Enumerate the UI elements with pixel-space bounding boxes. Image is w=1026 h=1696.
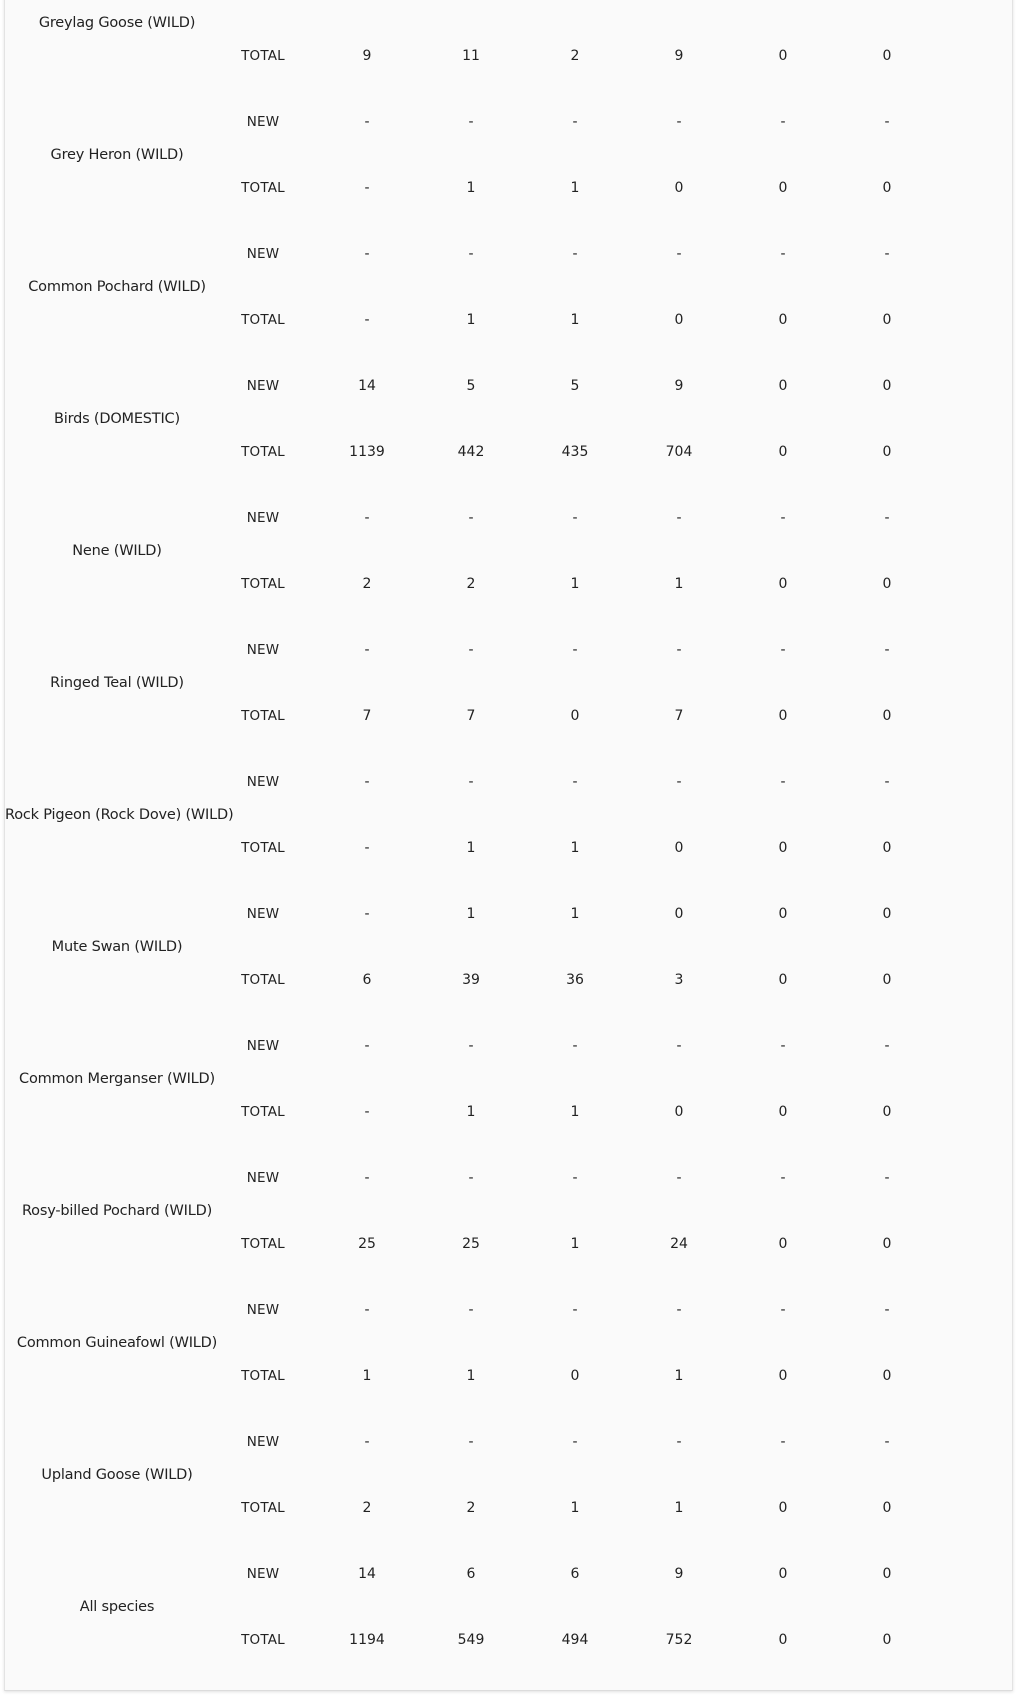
new-label: NEW xyxy=(246,774,280,790)
table-cell: 0 xyxy=(778,48,788,64)
table-cell: 5 xyxy=(570,378,580,394)
species-table-panel xyxy=(4,0,1013,1691)
table-cell: 0 xyxy=(882,1566,892,1582)
table-cell: - xyxy=(572,1434,578,1450)
table-cell: 0 xyxy=(882,312,892,328)
table-cell: 0 xyxy=(882,444,892,460)
table-cell: - xyxy=(676,114,682,130)
table-cell xyxy=(743,0,823,2)
table-cell: 1 xyxy=(466,840,476,856)
new-label xyxy=(223,0,303,2)
species-name: Birds (DOMESTIC) xyxy=(54,411,180,427)
table-cell: 2 xyxy=(466,1500,476,1516)
table-cell: - xyxy=(468,774,474,790)
species-name: Common Pochard (WILD) xyxy=(28,279,206,295)
species-name: Ringed Teal (WILD) xyxy=(50,675,184,691)
table-cell: - xyxy=(780,114,786,130)
total-cases-row xyxy=(5,572,1012,596)
table-cell: 752 xyxy=(665,1632,693,1648)
table-cell: - xyxy=(780,774,786,790)
table-cell: 14 xyxy=(358,1566,376,1582)
total-label: TOTAL xyxy=(241,1632,285,1648)
total-cases-row xyxy=(5,1364,1012,1388)
table-cell: 1 xyxy=(466,1368,476,1384)
table-cell: - xyxy=(676,774,682,790)
table-cell: 9 xyxy=(674,48,684,64)
total-label: TOTAL xyxy=(241,444,285,460)
table-cell: - xyxy=(780,1170,786,1186)
table-cell: 1194 xyxy=(349,1632,385,1648)
table-cell: 1 xyxy=(674,1500,684,1516)
species-row xyxy=(5,366,1012,498)
new-label: NEW xyxy=(246,1302,280,1318)
total-cases-row xyxy=(5,836,1012,860)
table-cell: 36 xyxy=(566,972,584,988)
table-cell: 39 xyxy=(462,972,480,988)
table-cell: 442 xyxy=(457,444,485,460)
table-cell: 0 xyxy=(674,840,684,856)
table-cell: 0 xyxy=(778,1368,788,1384)
total-label: TOTAL xyxy=(241,180,285,196)
table-cell: 0 xyxy=(674,1104,684,1120)
table-cell: 1 xyxy=(570,576,580,592)
table-cell: 0 xyxy=(778,1236,788,1252)
table-cell: 0 xyxy=(882,840,892,856)
table-cell: 435 xyxy=(561,444,589,460)
table-cell: 9 xyxy=(674,1566,684,1582)
table-cell xyxy=(639,0,719,2)
table-cell: - xyxy=(364,642,370,658)
table-cell: 2 xyxy=(466,576,476,592)
table-cell: - xyxy=(884,510,890,526)
table-cell: 0 xyxy=(778,708,788,724)
table-cell: 0 xyxy=(778,180,788,196)
table-cell: 0 xyxy=(778,1632,788,1648)
table-cell: 7 xyxy=(674,708,684,724)
table-cell xyxy=(327,0,407,2)
table-cell: 1 xyxy=(466,1104,476,1120)
table-cell: - xyxy=(780,1302,786,1318)
species-row xyxy=(5,102,1012,234)
total-label: TOTAL xyxy=(241,708,285,724)
total-cases-row xyxy=(5,1232,1012,1256)
table-cell: - xyxy=(676,1434,682,1450)
table-cell: 704 xyxy=(665,444,693,460)
table-cell: - xyxy=(364,1434,370,1450)
table-cell: - xyxy=(676,1038,682,1054)
species-table-body xyxy=(5,0,1012,1686)
table-cell: - xyxy=(884,1170,890,1186)
table-cell: 0 xyxy=(778,840,788,856)
table-cell: 14 xyxy=(358,378,376,394)
species-name: Greylag Goose (WILD) xyxy=(38,15,196,31)
table-cell: - xyxy=(572,1038,578,1054)
table-cell: 0 xyxy=(882,378,892,394)
table-cell: 9 xyxy=(674,378,684,394)
table-cell: - xyxy=(884,774,890,790)
table-cell: 7 xyxy=(362,708,372,724)
table-cell: 6 xyxy=(466,1566,476,1582)
total-cases-row xyxy=(5,704,1012,728)
new-cases-row xyxy=(5,0,1012,2)
table-cell: 0 xyxy=(778,576,788,592)
total-cases-row xyxy=(5,440,1012,464)
table-cell: 0 xyxy=(674,180,684,196)
table-cell: 0 xyxy=(778,444,788,460)
table-cell: - xyxy=(364,906,370,922)
table-cell: - xyxy=(572,114,578,130)
table-cell: - xyxy=(468,510,474,526)
table-cell: 6 xyxy=(362,972,372,988)
table-cell: - xyxy=(572,774,578,790)
table-cell: 0 xyxy=(570,1368,580,1384)
new-label: NEW xyxy=(246,510,280,526)
table-cell: - xyxy=(780,642,786,658)
table-cell: - xyxy=(364,114,370,130)
new-label: NEW xyxy=(246,1038,280,1054)
table-cell xyxy=(535,0,615,2)
species-name: All species xyxy=(79,1599,155,1615)
table-cell: 549 xyxy=(457,1632,485,1648)
table-cell: 0 xyxy=(882,1368,892,1384)
table-cell: 0 xyxy=(882,180,892,196)
table-cell: - xyxy=(364,1104,370,1120)
new-cases-row xyxy=(5,1034,1012,1058)
new-label: NEW xyxy=(246,1434,280,1450)
table-cell: - xyxy=(572,246,578,262)
table-cell: 1 xyxy=(570,180,580,196)
table-cell: 1 xyxy=(570,1236,580,1252)
table-cell: - xyxy=(676,1170,682,1186)
table-cell: - xyxy=(884,114,890,130)
table-cell: - xyxy=(364,774,370,790)
new-cases-row xyxy=(5,374,1012,398)
total-label: TOTAL xyxy=(241,1236,285,1252)
table-cell: 1 xyxy=(466,180,476,196)
table-cell: - xyxy=(468,114,474,130)
species-name: Mute Swan (WILD) xyxy=(51,939,183,955)
new-cases-row xyxy=(5,242,1012,266)
table-cell: 9 xyxy=(362,48,372,64)
table-cell: 0 xyxy=(674,312,684,328)
table-cell: - xyxy=(676,510,682,526)
table-cell: 1 xyxy=(674,576,684,592)
table-cell: 7 xyxy=(466,708,476,724)
table-cell: - xyxy=(364,246,370,262)
table-cell: 1 xyxy=(570,906,580,922)
table-cell: 1 xyxy=(466,906,476,922)
new-cases-row xyxy=(5,770,1012,794)
table-cell: - xyxy=(884,1302,890,1318)
table-cell: 2 xyxy=(362,1500,372,1516)
table-cell: - xyxy=(884,246,890,262)
table-cell: - xyxy=(884,642,890,658)
table-cell: - xyxy=(780,246,786,262)
table-cell: - xyxy=(364,510,370,526)
new-label: NEW xyxy=(246,114,280,130)
new-cases-row xyxy=(5,110,1012,134)
table-cell: - xyxy=(468,1038,474,1054)
table-cell: 0 xyxy=(882,576,892,592)
table-cell: - xyxy=(364,1170,370,1186)
species-row xyxy=(5,1290,1012,1422)
table-cell: 1 xyxy=(570,1500,580,1516)
species-row xyxy=(5,0,1012,102)
species-name: Rock Pigeon (Rock Dove) (WILD) xyxy=(5,807,234,823)
table-cell: 1139 xyxy=(349,444,385,460)
table-cell: 1 xyxy=(674,1368,684,1384)
species-name: Common Guineafowl (WILD) xyxy=(16,1335,218,1351)
table-cell: 494 xyxy=(561,1632,589,1648)
table-cell: 0 xyxy=(882,1236,892,1252)
total-label: TOTAL xyxy=(241,1104,285,1120)
table-cell: - xyxy=(364,312,370,328)
table-cell: 24 xyxy=(670,1236,688,1252)
total-label: TOTAL xyxy=(241,312,285,328)
table-cell: - xyxy=(572,642,578,658)
table-cell: 0 xyxy=(882,906,892,922)
total-cases-row xyxy=(5,176,1012,200)
table-cell: 1 xyxy=(570,1104,580,1120)
species-name: Upland Goose (WILD) xyxy=(41,1467,193,1483)
table-cell: - xyxy=(572,1302,578,1318)
table-cell xyxy=(431,0,511,2)
total-label: TOTAL xyxy=(241,48,285,64)
table-cell: - xyxy=(572,510,578,526)
total-cases-row xyxy=(5,1496,1012,1520)
table-cell: 0 xyxy=(778,312,788,328)
table-cell: 0 xyxy=(778,1104,788,1120)
table-cell: - xyxy=(468,1302,474,1318)
table-cell: - xyxy=(884,1038,890,1054)
species-row xyxy=(5,1554,1012,1686)
table-cell: 2 xyxy=(570,48,580,64)
table-cell: 0 xyxy=(778,906,788,922)
table-cell: 0 xyxy=(778,378,788,394)
table-cell: - xyxy=(364,840,370,856)
total-label: TOTAL xyxy=(241,840,285,856)
new-label: NEW xyxy=(246,246,280,262)
table-cell: - xyxy=(884,1434,890,1450)
total-cases-row xyxy=(5,1100,1012,1124)
new-cases-row xyxy=(5,1166,1012,1190)
total-label: TOTAL xyxy=(241,972,285,988)
table-cell xyxy=(847,0,927,2)
table-cell: 1 xyxy=(362,1368,372,1384)
new-label: NEW xyxy=(246,642,280,658)
total-label: TOTAL xyxy=(241,1500,285,1516)
table-cell: - xyxy=(468,1434,474,1450)
species-name: Common Merganser (WILD) xyxy=(19,1071,215,1087)
table-cell: - xyxy=(468,246,474,262)
species-row xyxy=(5,1026,1012,1158)
species-name: Rosy-billed Pochard (WILD) xyxy=(21,1203,213,1219)
species-name: Nene (WILD) xyxy=(72,543,162,559)
table-cell: - xyxy=(364,180,370,196)
total-cases-row xyxy=(5,44,1012,68)
total-label: TOTAL xyxy=(241,1368,285,1384)
table-cell: 2 xyxy=(362,576,372,592)
new-label: NEW xyxy=(246,378,280,394)
new-label: NEW xyxy=(246,1566,280,1582)
table-cell: 0 xyxy=(570,708,580,724)
new-cases-row xyxy=(5,1562,1012,1586)
species-row xyxy=(5,630,1012,762)
table-cell: - xyxy=(780,510,786,526)
total-cases-row xyxy=(5,968,1012,992)
species-row xyxy=(5,894,1012,1026)
table-cell: 3 xyxy=(674,972,684,988)
table-cell: 0 xyxy=(778,1500,788,1516)
total-cases-row xyxy=(5,1628,1012,1652)
table-cell: 0 xyxy=(882,48,892,64)
table-cell: 1 xyxy=(570,840,580,856)
table-cell: 11 xyxy=(462,48,480,64)
table-cell: 25 xyxy=(462,1236,480,1252)
table-cell: 0 xyxy=(882,1104,892,1120)
table-cell: 0 xyxy=(778,972,788,988)
total-label: TOTAL xyxy=(241,576,285,592)
new-cases-row xyxy=(5,638,1012,662)
table-cell: - xyxy=(676,642,682,658)
new-cases-row xyxy=(5,506,1012,530)
table-cell: 0 xyxy=(778,1566,788,1582)
table-cell: 0 xyxy=(882,1500,892,1516)
species-row xyxy=(5,762,1012,894)
new-label: NEW xyxy=(246,1170,280,1186)
table-cell: - xyxy=(364,1038,370,1054)
table-cell: 1 xyxy=(466,312,476,328)
new-label: NEW xyxy=(246,906,280,922)
table-cell: - xyxy=(364,1302,370,1318)
table-cell: - xyxy=(468,642,474,658)
table-cell: - xyxy=(468,1170,474,1186)
table-cell: - xyxy=(780,1434,786,1450)
new-cases-row xyxy=(5,1430,1012,1454)
table-cell: - xyxy=(780,1038,786,1054)
table-cell: - xyxy=(676,246,682,262)
new-cases-row xyxy=(5,1298,1012,1322)
species-row xyxy=(5,498,1012,630)
table-cell: 5 xyxy=(466,378,476,394)
species-row xyxy=(5,1158,1012,1290)
table-cell: 6 xyxy=(570,1566,580,1582)
table-cell: 0 xyxy=(882,972,892,988)
table-cell: - xyxy=(676,1302,682,1318)
table-cell: 0 xyxy=(674,906,684,922)
table-cell: 0 xyxy=(882,1632,892,1648)
species-row xyxy=(5,1422,1012,1554)
table-cell: 1 xyxy=(570,312,580,328)
table-cell: - xyxy=(572,1170,578,1186)
total-cases-row xyxy=(5,308,1012,332)
table-cell: 25 xyxy=(358,1236,376,1252)
species-name: Grey Heron (WILD) xyxy=(50,147,184,163)
new-cases-row xyxy=(5,902,1012,926)
species-row xyxy=(5,234,1012,366)
table-cell: 0 xyxy=(882,708,892,724)
